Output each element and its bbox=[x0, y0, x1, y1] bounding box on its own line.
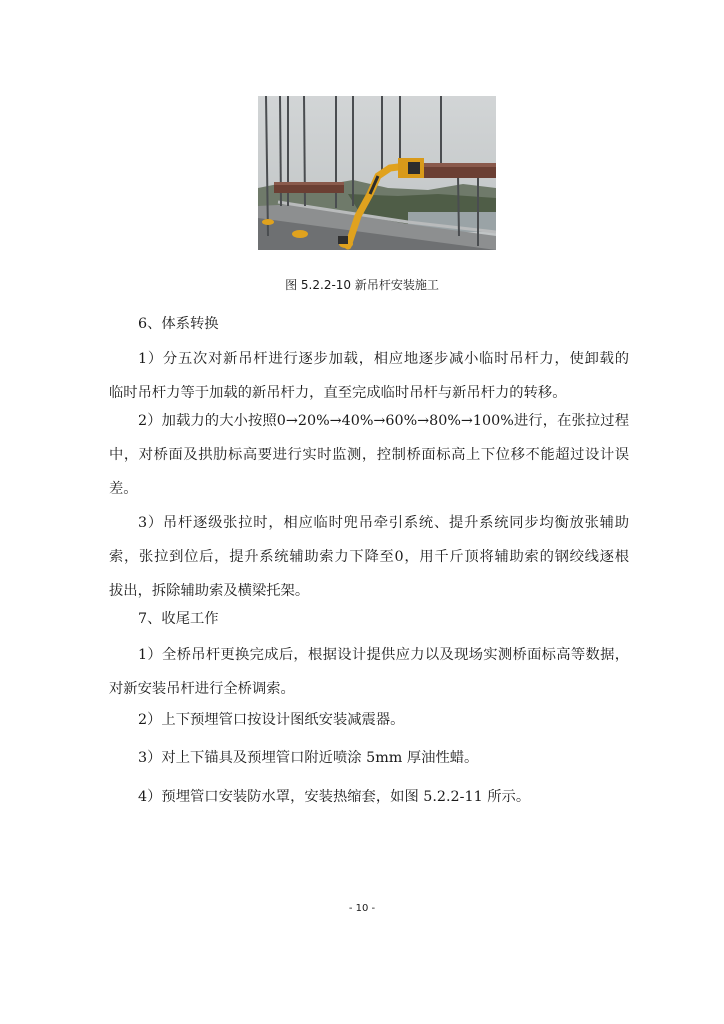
section-7 bbox=[109, 602, 629, 636]
paragraph-line: 中，对桥面及拱肋标高要进行实时监测，控制桥面标高上下位移不能超过设计误 bbox=[109, 447, 629, 463]
paragraph-line: 1）分五次对新吊杆进行逐步加载，相应地逐步减小临时吊杆力，使卸载的 bbox=[138, 351, 629, 367]
paragraph-line: 临时吊杆力等于加载的新吊杆力，直至完成临时吊杆与新吊杆力的转移。 bbox=[109, 385, 567, 401]
paragraph-line: 差。 bbox=[109, 481, 138, 497]
paragraph-line: 4）预埋管口安装防水罩，安装热缩套，如图 5.2.2-11 所示。 bbox=[138, 789, 531, 805]
paragraph bbox=[109, 741, 629, 775]
section-heading: 7、收尾工作 bbox=[138, 611, 219, 627]
paragraph-line: 3）对上下锚具及预埋管口附近喷涂 5mm 厚油性蜡。 bbox=[138, 750, 479, 766]
paragraph-line: 2）上下预埋管口按设计图纸安装减震器。 bbox=[138, 712, 405, 728]
construction-photo bbox=[258, 96, 496, 250]
paragraph-line: 索，张拉到位后，提升系统辅助索力下降至0，用千斤顶将辅助索的钢绞线逐根 bbox=[109, 549, 629, 565]
paragraph bbox=[109, 342, 629, 410]
paragraph bbox=[109, 703, 629, 737]
section-6 bbox=[109, 307, 629, 341]
paragraph-line: 1）全桥吊杆更换完成后，根据设计提供应力以及现场实测桥面标高等数据， bbox=[138, 647, 629, 663]
paragraph-line: 3）吊杆逐级张拉时，相应临时兜吊牵引系统、提升系统同步均衡放张辅助 bbox=[138, 515, 629, 531]
paragraph bbox=[109, 506, 629, 608]
figure-caption: 图 5.2.2-10 新吊杆安装施工 bbox=[285, 278, 439, 292]
paragraph bbox=[109, 638, 629, 706]
paragraph-line: 2）加载力的大小按照0→20%→40%→60%→80%→100%进行，在张拉过程 bbox=[138, 413, 629, 429]
paragraph-line: 对新安装吊杆进行全桥调索。 bbox=[109, 681, 295, 697]
paragraph bbox=[109, 404, 629, 506]
paragraph-line: 拔出，拆除辅助索及横梁托架。 bbox=[109, 583, 310, 599]
page-number: - 10 - bbox=[348, 903, 376, 914]
paragraph bbox=[109, 780, 629, 814]
section-heading: 6、体系转换 bbox=[138, 316, 219, 332]
